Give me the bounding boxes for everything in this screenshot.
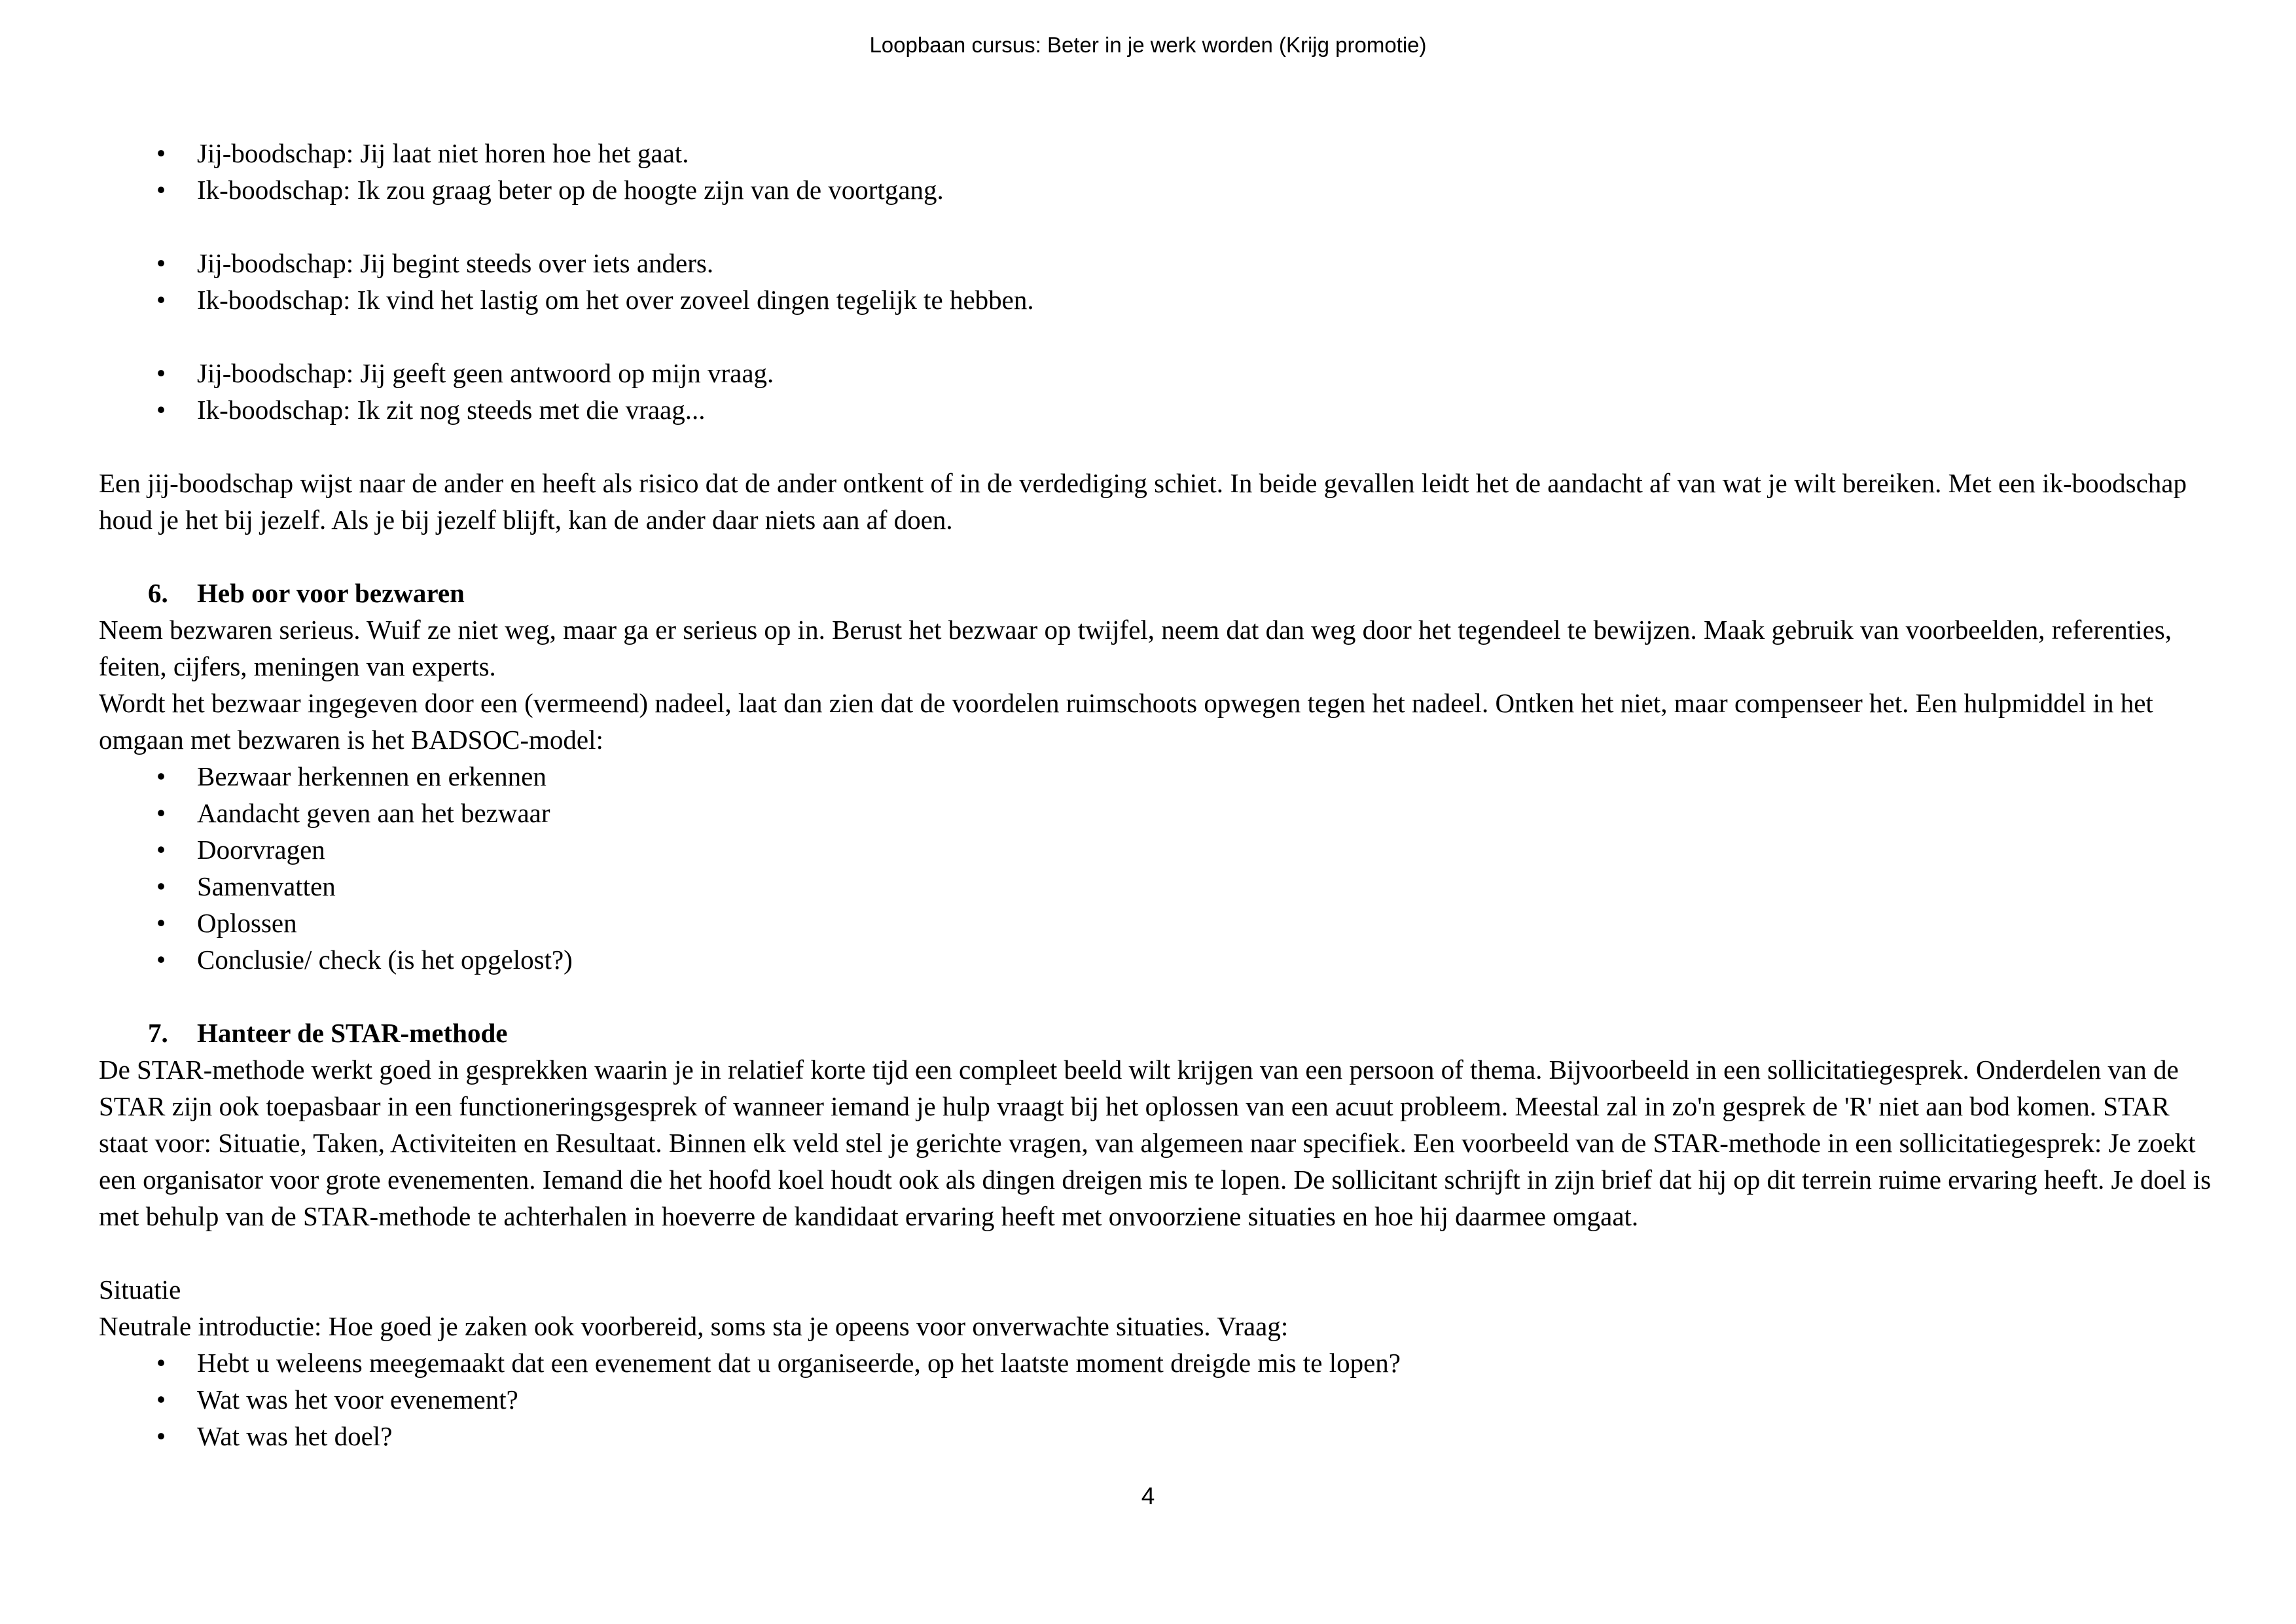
section-title: Hanteer de STAR-methode <box>197 1018 508 1048</box>
spacer <box>99 428 2213 465</box>
list-item-text: Jij-boodschap: Jij laat niet horen hoe het gaat. <box>197 138 689 168</box>
bullet-icon: • <box>156 138 166 168</box>
spacer <box>99 538 2213 575</box>
bullet-icon: • <box>156 1348 166 1378</box>
list-item-text: Aandacht geven aan het bezwaar <box>197 798 550 828</box>
list-item-text: Ik-boodschap: Ik zit nog steeds met die vraag... <box>197 395 706 425</box>
badsoc-list <box>99 758 2213 978</box>
bullet-icon: • <box>156 248 166 278</box>
list-item-text: Wat was het voor evenement? <box>197 1384 518 1415</box>
list-item-text: Jij-boodschap: Jij geeft geen antwoord op mijn vraag. <box>197 358 774 388</box>
section-7-paragraph: De STAR-methode werkt goed in gesprekken waarin je in relatief korte tijd een compleet beeld wilt krijgen van een persoon of thema. Bijvoorbeeld in een sollicitatiegesprek. Onderdelen van de STAR zijn ook toepasbaar in een functioneringsgesprek of wanneer iemand je hulp vraagt bij het oplossen van een acuut probleem. Meestal zal in zo'n gesprek de 'R' niet aan bod komen. STAR staat voor: Situatie, Taken, Activiteiten en Resultaat. Binnen elk veld stel je gerichte vragen, van algemeen naar specifiek. Een voorbeeld van de STAR-methode in een sollicitatiegesprek: Je zoekt een organisator voor grote evenementen. Iemand die het hoofd koel houdt ook als dingen dreigen mis te lopen. De sollicitant schrijft in zijn brief dat hij op dit terrein ruime ervaring heeft. Je doel is met behulp van de STAR-methode te achterhalen in hoeverre de kandidaat ervaring heeft met onvoorziene situaties en hoe hij daarmee omgaat. <box>99 1055 2212 1231</box>
list-item <box>99 281 2213 318</box>
bullet-icon: • <box>156 358 166 388</box>
summary-paragraph: Een jij-boodschap wijst naar de ander en heeft als risico dat de ander ontkent of in de verdediging schiet. In beide gevallen leidt het de aandacht af van wat je wilt bereiken. Met een ik-boodschap houd je het bij jezelf. Als je bij jezelf blijft, kan de ander daar niets aan af doen. <box>99 468 2187 535</box>
page-number: 4 <box>1141 1483 1155 1509</box>
bullet-icon: • <box>156 871 166 901</box>
bullet-icon: • <box>156 798 166 828</box>
spacer <box>99 1235 2213 1271</box>
message-list-1 <box>99 135 2213 208</box>
list-item-text: Ik-boodschap: Ik zou graag beter op de hoogte zijn van de voortgang. <box>197 175 944 205</box>
spacer <box>99 978 2213 1015</box>
bullet-icon: • <box>156 908 166 938</box>
situatie-intro: Neutrale introductie: Hoe goed je zaken ook voorbereid, soms sta je opeens voor onverwachte situaties. Vraag: <box>99 1311 1289 1341</box>
list-item-text: Doorvragen <box>197 835 325 865</box>
list-item <box>99 391 2213 428</box>
list-item-text: Bezwaar herkennen en erkennen <box>197 761 547 791</box>
list-item <box>99 795 2213 831</box>
list-item-text: Oplossen <box>197 908 297 938</box>
message-list-3 <box>99 355 2213 428</box>
bullet-icon: • <box>156 945 166 975</box>
section-7-heading <box>99 1015 2213 1051</box>
list-item-text: Wat was het doel? <box>197 1421 393 1451</box>
list-item <box>99 941 2213 978</box>
situatie-question-list <box>99 1344 2213 1454</box>
bullet-icon: • <box>156 285 166 315</box>
list-item-text: Ik-boodschap: Ik vind het lastig om het over zoveel dingen tegelijk te hebben. <box>197 285 1034 315</box>
list-item <box>99 905 2213 941</box>
list-item <box>99 758 2213 795</box>
message-list-2 <box>99 245 2213 318</box>
bullet-icon: • <box>156 395 166 425</box>
bullet-icon: • <box>156 1384 166 1415</box>
bullet-icon: • <box>156 835 166 865</box>
list-item <box>99 1381 2213 1418</box>
document-body <box>99 135 2213 1454</box>
list-item <box>99 171 2213 208</box>
section-6-paragraph-1: Neem bezwaren serieus. Wuif ze niet weg, maar ga er serieus op in. Berust het bezwaar op twijfel, neem dat dan weg door het tegendeel te bewijzen. Maak gebruik van voorbeelden, referenties, feiten, cijfers, meningen van experts. <box>99 615 2172 681</box>
spacer <box>99 318 2213 355</box>
section-title: Heb oor voor bezwaren <box>197 578 465 608</box>
list-item <box>99 1344 2213 1381</box>
list-item <box>99 355 2213 391</box>
spacer <box>99 208 2213 245</box>
list-item <box>99 831 2213 868</box>
bullet-icon: • <box>156 175 166 205</box>
section-6-heading <box>99 575 2213 611</box>
list-item <box>99 868 2213 905</box>
section-number: 6. <box>148 578 168 608</box>
list-item-text: Samenvatten <box>197 871 336 901</box>
list-item-text: Hebt u weleens meegemaakt dat een evenement dat u organiseerde, op het laatste moment dreigde mis te lopen? <box>197 1348 1401 1378</box>
list-item <box>99 1418 2213 1454</box>
bullet-icon: • <box>156 761 166 791</box>
list-item-text: Conclusie/ check (is het opgelost?) <box>197 945 573 975</box>
bullet-icon: • <box>156 1421 166 1451</box>
page-header: Loopbaan cursus: Beter in je werk worden (Krijg promotie) <box>869 33 1427 57</box>
section-number: 7. <box>148 1018 168 1048</box>
list-item <box>99 135 2213 171</box>
list-item <box>99 245 2213 281</box>
section-6-paragraph-2: Wordt het bezwaar ingegeven door een (vermeend) nadeel, laat dan zien dat de voordelen ruimschoots opwegen tegen het nadeel. Ontken het niet, maar compenseer het. Een hulpmiddel in het omgaan met bezwaren is het BADSOC-model: <box>99 688 2153 755</box>
list-item-text: Jij-boodschap: Jij begint steeds over iets anders. <box>197 248 714 278</box>
situatie-title: Situatie <box>99 1274 181 1305</box>
